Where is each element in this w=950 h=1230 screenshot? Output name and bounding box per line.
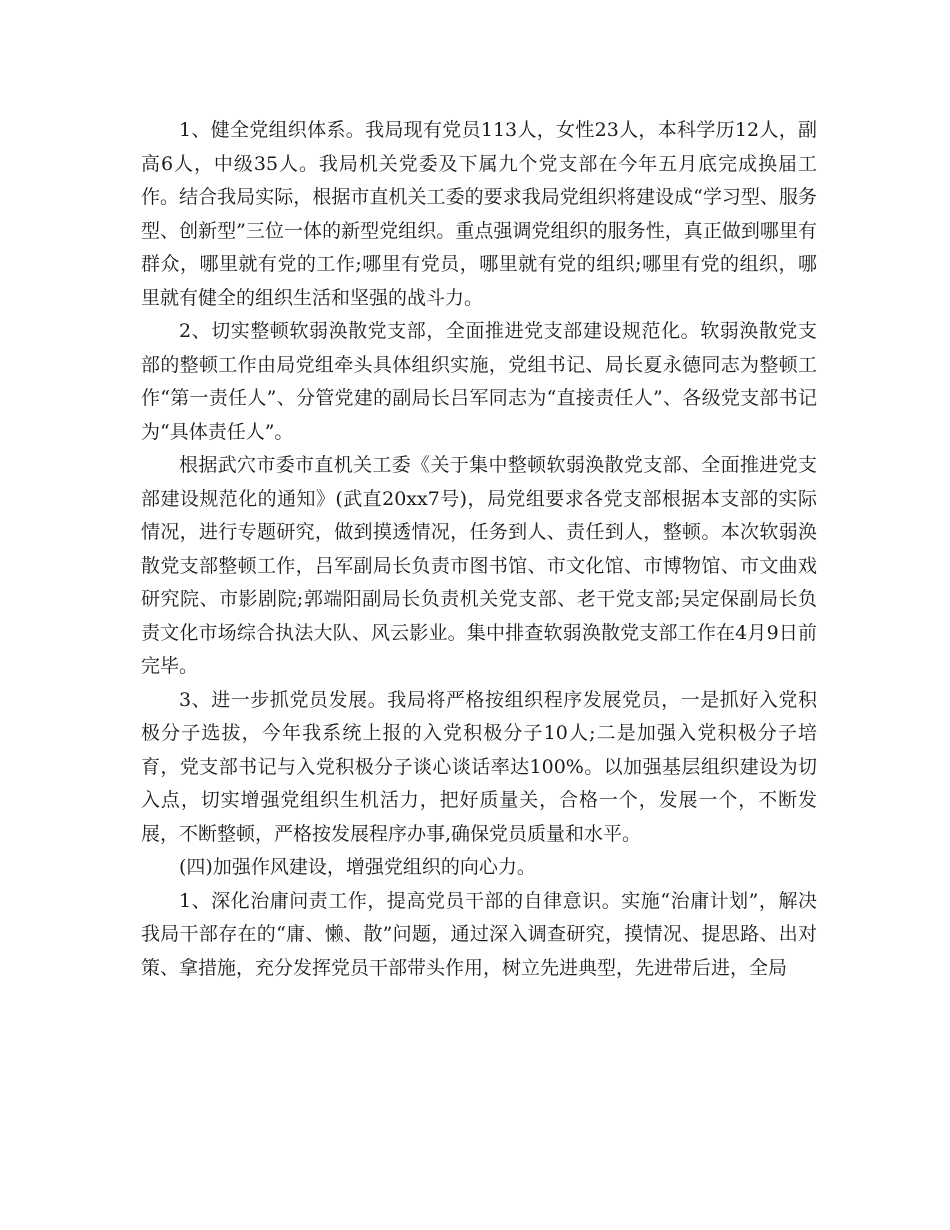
document-body bbox=[141, 114, 817, 985]
paragraph-accountability: 1、深化治庸问责工作，提高党员干部的自律意识。实施“治庸计划”，解决我局干部存在的“庸、懒、散”问题，通过深入调查研究，摸情况、提思路、出对策、拿措施，充分发挥党员干部带头作用，树立先进典型，先进带后进，全局 bbox=[141, 889, 817, 979]
paragraph-member-development: 3、进一步抓党员发展。我局将严格按组织程序发展党员，一是抓好入党积极分子选拔，今年我系统上报的入党积极分子10人;二是加强入党积极分子培育，党支部书记与入党积极分子谈心谈话率达100%。以加强基层组织建设为切入点，切实增强党组织生机活力，把好质量关，合格一个，发展一个，不断发展，不断整顿，严格按发展程序办事,确保党员质量和水平。 bbox=[141, 688, 817, 845]
paragraph-party-organization-system: 1、健全党组织体系。我局现有党员113人，女性23人，本科学历12人，副高6人，中级35人。我局机关党委及下属九个党支部在今年五月底完成换届工作。结合我局实际，根据市直机关工委的要求我局党组织将建设成“学习型、服务型、创新型”三位一体的新型党组织。重点强调党组织的服务性，真正做到哪里有群众，哪里就有党的工作;哪里有党员，哪里就有党的组织;哪里有党的组织，哪里就有健全的组织生活和坚强的战斗力。 bbox=[141, 119, 817, 309]
paragraph-rectification-notice: 根据武穴市委市直机关工委《关于集中整顿软弱涣散党支部、全面推进党支部建设规范化的通知》(武直20xx7号)，局党组要求各党支部根据本支部的实际情况，进行专题研究，做到摸透情况，任务到人、责任到人，整顿。本次软弱涣散党支部整顿工作，吕军副局长负责市图书馆、市文化馆、市博物馆、市文曲戏研究院、市影剧院;郭端阳副局长负责机关党支部、老干党支部;吴定保副局长负责文化市场综合执法大队、风云影业。集中排查软弱涣散党支部工作在4月9日前完毕。 bbox=[141, 454, 817, 677]
paragraph-rectify-weak-branches: 2、切实整顿软弱涣散党支部，全面推进党支部建设规范化。软弱涣散党支部的整顿工作由局党组牵头具体组织实施，党组书记、局长夏永德同志为整顿工作“第一责任人”、分管党建的副局长吕军同志为“直接责任人”、各级党支部书记为“具体责任人”。 bbox=[141, 320, 817, 443]
section-heading-work-style: (四)加强作风建设，增强党组织的向心力。 bbox=[179, 856, 536, 878]
